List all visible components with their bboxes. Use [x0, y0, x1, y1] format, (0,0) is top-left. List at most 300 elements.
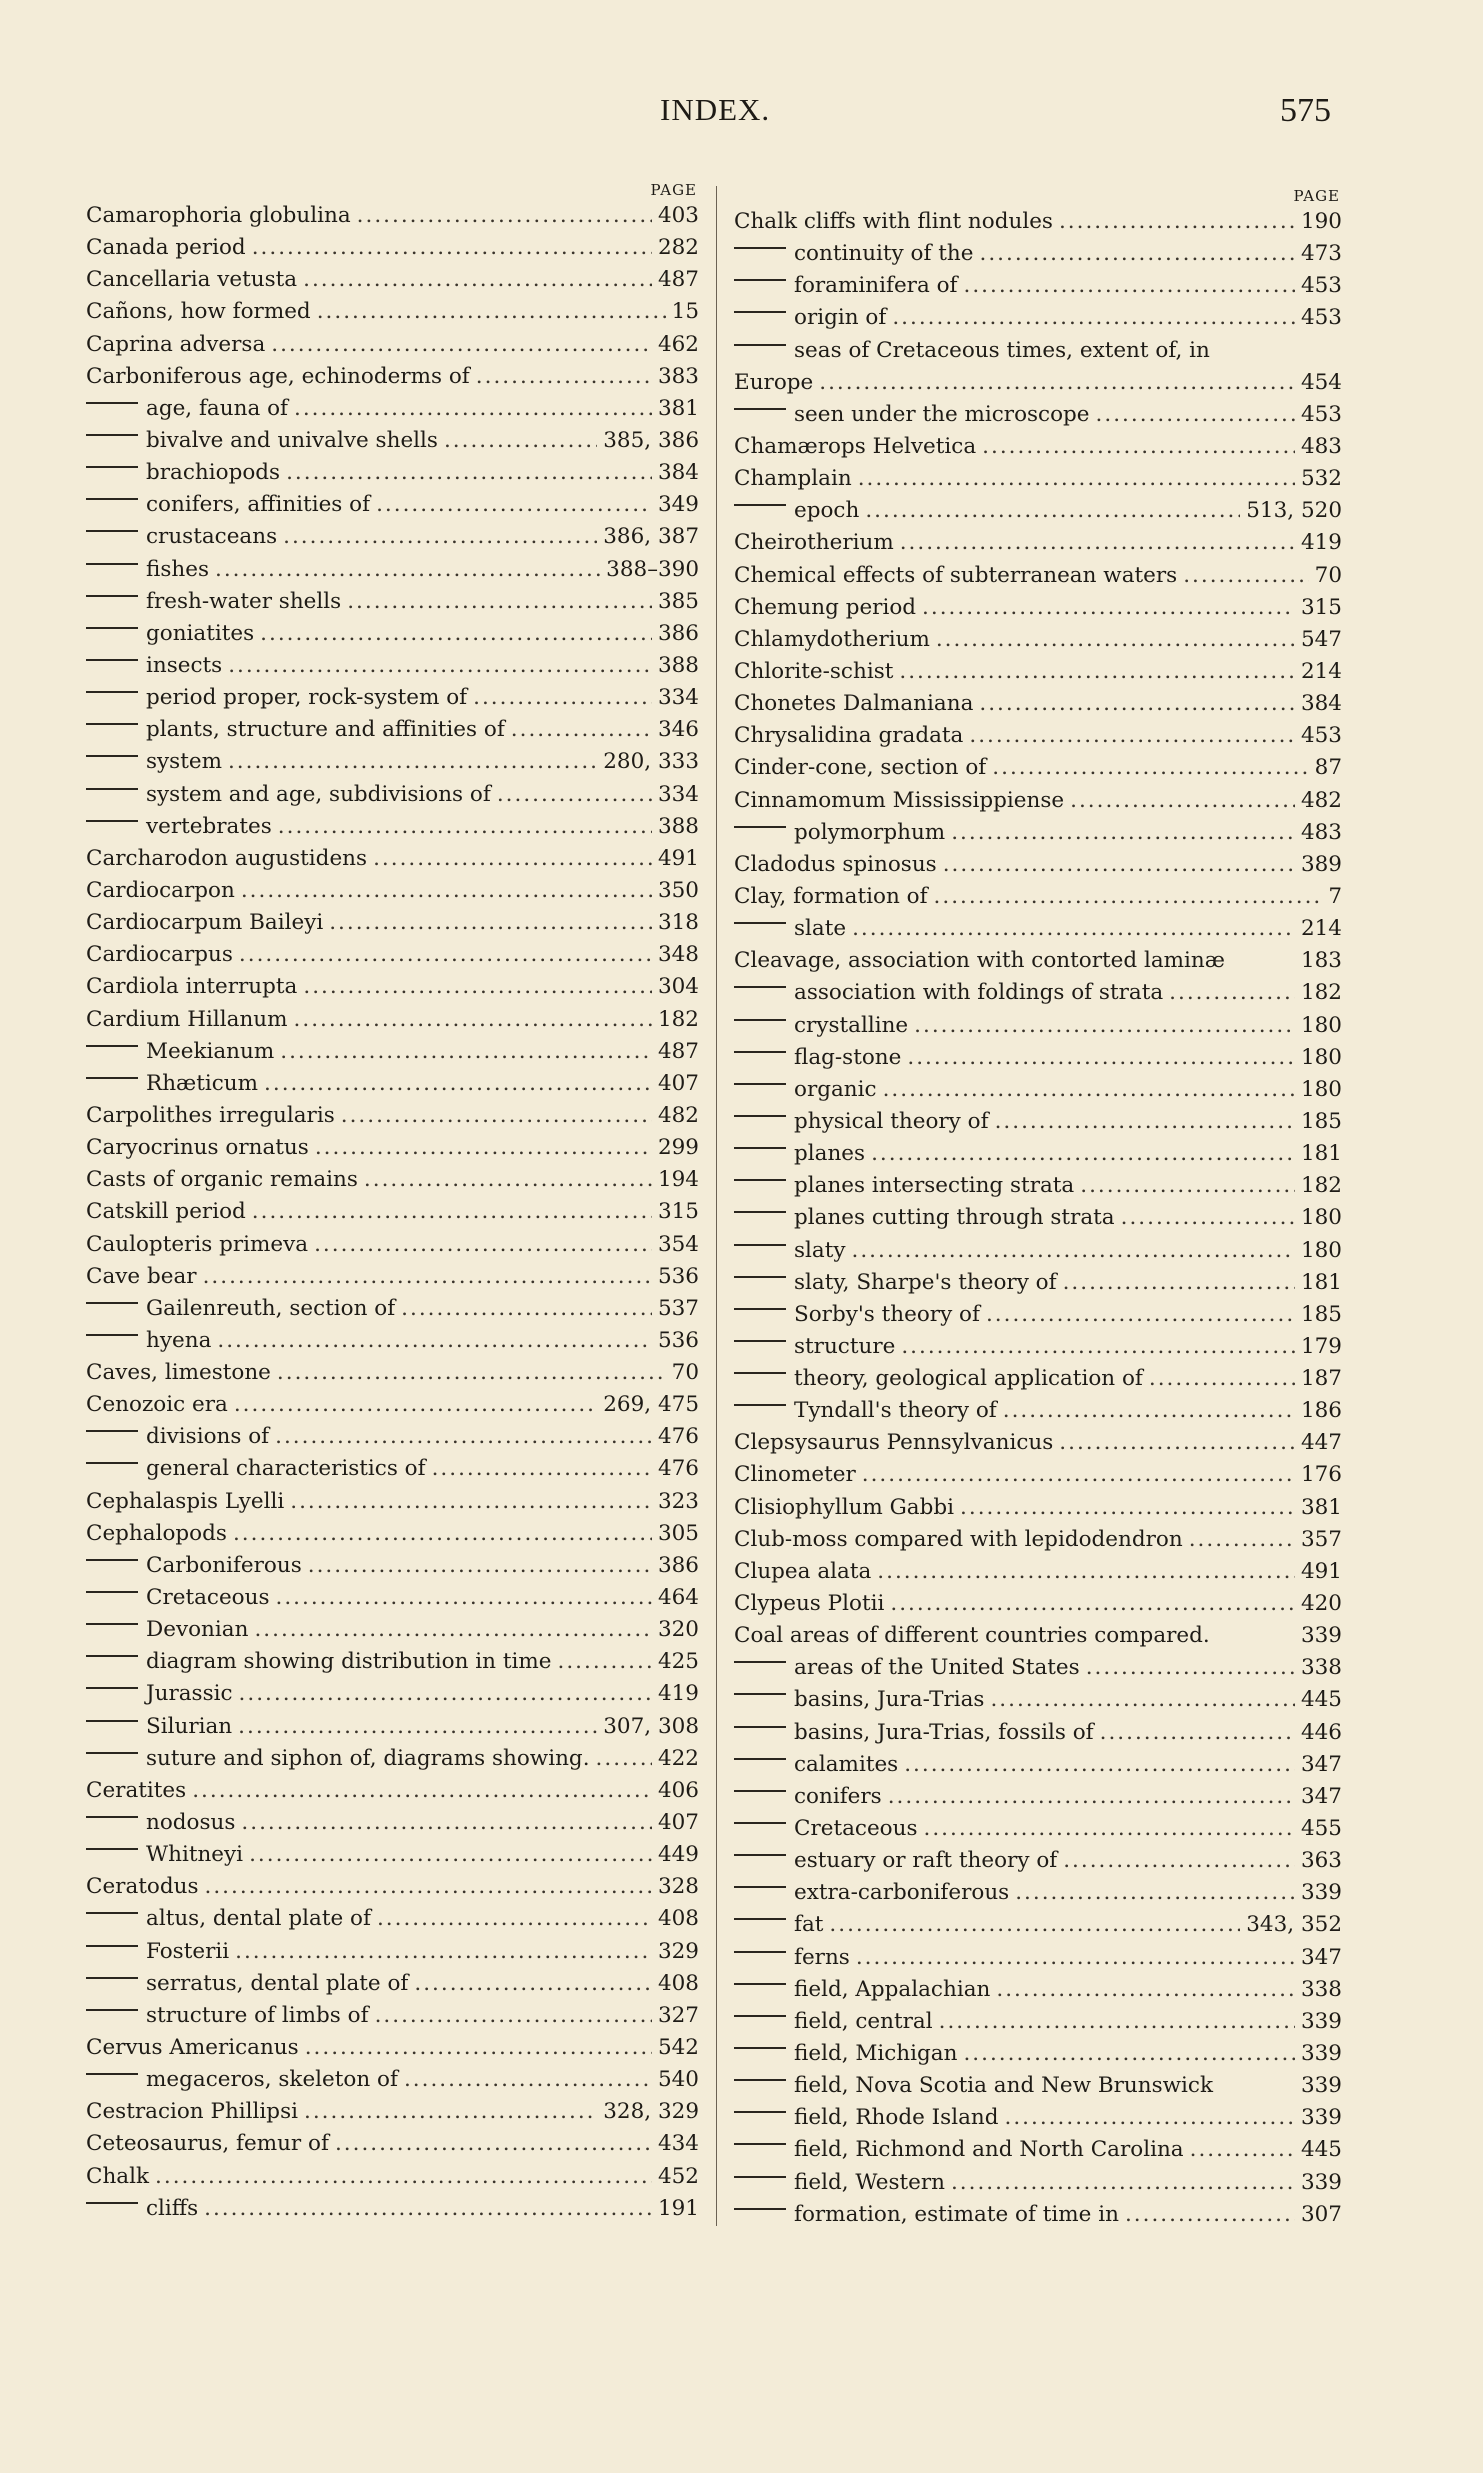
entry-page: 180 — [1300, 1076, 1342, 1102]
entry-text: Cretaceous — [146, 1585, 270, 1611]
leader-dots — [303, 264, 652, 296]
entry-page: 338 — [1300, 1976, 1342, 2002]
entry-page: 176 — [1300, 1462, 1342, 1488]
entry-text: Cervus Americanus — [86, 2035, 299, 2061]
entry-label — [86, 618, 254, 650]
entry-label — [86, 2161, 149, 2193]
entry-text: Caves, limestone — [86, 1360, 271, 1386]
entry-label — [86, 875, 235, 907]
entry-label — [86, 714, 505, 746]
entry-text: Ceteosaurus, femur of — [86, 2131, 329, 2157]
entry-page: 181 — [1300, 1141, 1342, 1167]
ditto-dash — [734, 1758, 786, 1760]
entry-page: 320 — [657, 1617, 699, 1643]
entry-label — [734, 624, 930, 656]
entry-label — [734, 1877, 1009, 1909]
ditto-dash — [734, 2176, 786, 2178]
entry-page: 269, 475 — [603, 1392, 699, 1418]
leader-dots — [205, 1871, 652, 1903]
entry-text: foraminifera of — [794, 273, 958, 299]
entry-page: 182 — [657, 1006, 699, 1032]
entry-label — [86, 779, 491, 811]
ditto-dash — [734, 922, 786, 924]
entry-text: Clypeus Plotii — [734, 1591, 885, 1617]
entry-label — [734, 2199, 1119, 2231]
index-subentry — [86, 2000, 699, 2032]
entry-label — [734, 1138, 865, 1170]
index-subentry — [734, 1942, 1342, 1974]
leader-dots — [252, 232, 652, 264]
entry-text: association with foldings of strata — [794, 980, 1164, 1006]
entry-label — [734, 1652, 1080, 1684]
ditto-dash — [734, 1726, 786, 1728]
entry-text: Fosterii — [146, 1938, 230, 1964]
ditto-dash — [86, 595, 138, 597]
ditto-dash — [86, 1687, 138, 1689]
entry-label — [86, 650, 222, 682]
entry-page: 354 — [657, 1231, 699, 1257]
entry-text: Casts of organic remains — [86, 1167, 358, 1193]
leader-dots — [329, 907, 652, 939]
entry-text: Rhæticum — [146, 1070, 259, 1096]
entry-label — [86, 457, 280, 489]
entry-label — [734, 1749, 898, 1781]
entry-text: Chlamydotherium — [734, 626, 930, 652]
entry-page: 15 — [671, 299, 699, 325]
leader-dots — [995, 1106, 1295, 1138]
entry-text: Caprina adversa — [86, 331, 266, 357]
index-subentry — [86, 1325, 699, 1357]
index-list-right — [734, 206, 1342, 2231]
entry-label — [86, 1807, 235, 1839]
entry-text: vertebrates — [146, 813, 272, 839]
entry-page: 388 — [657, 813, 699, 839]
ditto-dash — [86, 402, 138, 404]
entry-page: 194 — [657, 1167, 699, 1193]
entry-text: Chemung period — [734, 594, 917, 620]
ditto-dash — [734, 2079, 786, 2081]
entry-page: 403 — [657, 203, 699, 228]
ditto-dash — [86, 1848, 138, 1850]
entry-text: Chemical effects of subterranean waters — [734, 562, 1178, 588]
index-subentry — [734, 1170, 1342, 1202]
entry-text: Chlorite-schist — [734, 658, 894, 684]
leader-dots — [239, 939, 652, 971]
entry-label — [734, 527, 894, 559]
entry-label — [86, 2128, 329, 2160]
entry-page: 70 — [671, 1360, 699, 1386]
leader-dots — [215, 554, 600, 586]
leader-dots — [155, 2161, 652, 2193]
index-subentry — [734, 1781, 1342, 1813]
entry-page: 407 — [657, 1070, 699, 1096]
entry-label — [86, 393, 288, 425]
index-subentry — [734, 1010, 1342, 1042]
entry-label — [86, 1325, 211, 1357]
index-subentry — [734, 495, 1342, 527]
entry-page: 453 — [1300, 723, 1342, 749]
leader-dots — [901, 1331, 1295, 1363]
ditto-dash — [86, 627, 138, 629]
index-subentry — [734, 1877, 1342, 1909]
entry-page: 381 — [1300, 1494, 1342, 1520]
entry-page: 87 — [1314, 755, 1342, 781]
index-entry — [86, 2096, 699, 2128]
entry-page: 349 — [657, 492, 699, 518]
index-subentry — [734, 1974, 1342, 2006]
leader-dots — [1070, 785, 1295, 817]
entry-page: 483 — [1300, 433, 1342, 459]
leader-dots — [404, 2064, 652, 2096]
entry-page: 453 — [1300, 273, 1342, 299]
entry-label — [734, 1331, 895, 1363]
leader-dots — [1125, 2199, 1295, 2231]
entry-text: Cretaceous — [794, 1816, 918, 1842]
ditto-dash — [86, 1720, 138, 1722]
entry-page: 185 — [1300, 1301, 1342, 1327]
leader-dots — [877, 1556, 1295, 1588]
ditto-dash — [734, 1372, 786, 1374]
index-subentry — [734, 1909, 1342, 1941]
entry-text: conifers, affinities of — [146, 492, 371, 518]
entry-text: Cardiocarpon — [86, 877, 235, 903]
entry-page: 476 — [657, 1456, 699, 1482]
index-subentry — [86, 521, 699, 553]
ditto-dash — [86, 820, 138, 822]
entry-label — [86, 746, 222, 778]
leader-dots — [278, 811, 652, 843]
entry-page: 483 — [1300, 819, 1342, 845]
leader-dots — [979, 688, 1295, 720]
leader-dots — [1183, 560, 1308, 592]
index-subentry — [86, 1743, 699, 1775]
entry-label — [86, 425, 438, 457]
index-subentry — [734, 1717, 1342, 1749]
entry-label — [734, 1492, 954, 1524]
entry-page: 536 — [657, 1327, 699, 1353]
leader-dots — [314, 1229, 652, 1261]
entry-text: calamites — [794, 1751, 899, 1777]
entry-label — [734, 1942, 850, 1974]
index-subentry — [86, 1293, 699, 1325]
column-divider — [716, 186, 717, 2226]
entry-label — [86, 1132, 309, 1164]
entry-page: 180 — [1300, 1044, 1342, 1070]
leader-dots — [936, 624, 1295, 656]
entry-page: 447 — [1300, 1430, 1342, 1456]
ditto-dash — [734, 247, 786, 249]
index-subentry — [86, 1678, 699, 1710]
entry-page: 381 — [657, 395, 699, 421]
leader-dots — [260, 618, 652, 650]
entry-text: divisions of — [146, 1424, 270, 1450]
index-entry — [734, 720, 1342, 752]
index-subentry — [734, 1813, 1342, 1845]
entry-text: Carcharodon augustidens — [86, 845, 368, 871]
leader-dots — [907, 1042, 1295, 1074]
index-subentry — [86, 1968, 699, 2000]
entry-text: Clepsysaurus Pennsylvanicus — [734, 1430, 1054, 1456]
entry-label — [86, 1100, 335, 1132]
entry-page: 389 — [1300, 851, 1342, 877]
ditto-dash — [734, 2047, 786, 2049]
entry-text: system and age, subdivisions of — [146, 781, 491, 807]
entry-page: 476 — [657, 1424, 699, 1450]
leader-dots — [239, 1678, 652, 1710]
entry-text: Cheirotherium — [734, 530, 894, 556]
entry-text: Tyndall's theory of — [794, 1398, 997, 1424]
ditto-dash — [86, 1077, 138, 1079]
entry-page: 491 — [1300, 1558, 1342, 1584]
entry-page: 339 — [1300, 1623, 1342, 1649]
leader-dots — [444, 425, 597, 457]
ditto-dash — [86, 1655, 138, 1657]
ditto-dash — [86, 691, 138, 693]
entry-text: planes intersecting strata — [794, 1173, 1075, 1199]
entry-label — [86, 1775, 186, 1807]
ditto-dash — [734, 1854, 786, 1856]
entry-text: Cenozoic era — [86, 1392, 228, 1418]
leader-dots — [1149, 1363, 1295, 1395]
entry-label — [734, 1781, 882, 1813]
entry-label — [86, 1711, 232, 1743]
leader-dots — [883, 1074, 1295, 1106]
ditto-dash — [734, 311, 786, 313]
entry-text: insects — [146, 652, 223, 678]
leader-dots — [235, 1936, 652, 1968]
entry-label — [734, 1202, 1115, 1234]
ditto-dash — [86, 1334, 138, 1336]
entry-text: field, Michigan — [794, 2041, 958, 2067]
ditto-dash — [734, 1308, 786, 1310]
index-subentry — [86, 618, 699, 650]
entry-text: slate — [794, 916, 847, 942]
ditto-dash — [86, 1045, 138, 1047]
entry-text: system — [146, 749, 222, 775]
entry-page: 453 — [1300, 305, 1342, 331]
index-entry — [86, 971, 699, 1003]
leader-dots — [414, 1968, 652, 2000]
entry-label — [734, 270, 958, 302]
index-entry — [734, 945, 1342, 977]
entry-text: crustaceans — [146, 524, 278, 550]
index-subentry — [734, 1395, 1342, 1427]
entry-text: crystalline — [794, 1012, 909, 1038]
entry-text: Coal areas of different countries compared. — [734, 1623, 1210, 1649]
entry-page: 348 — [657, 942, 699, 968]
ditto-dash — [86, 2073, 138, 2075]
leader-dots — [1015, 1877, 1295, 1909]
entry-page: 329 — [657, 1938, 699, 1964]
entry-text: diagram showing distribution in time — [146, 1649, 552, 1675]
leader-dots — [964, 270, 1295, 302]
ditto-dash — [86, 1623, 138, 1625]
entry-page: 452 — [657, 2163, 699, 2189]
index-entry — [86, 1132, 699, 1164]
index-subentry — [734, 1267, 1342, 1299]
entry-label — [734, 463, 852, 495]
index-subentry — [734, 1652, 1342, 1684]
leader-dots — [890, 1588, 1295, 1620]
leader-dots — [969, 720, 1295, 752]
entry-page: 532 — [1300, 466, 1342, 492]
entry-page: 445 — [1300, 2137, 1342, 2163]
entry-label — [734, 592, 916, 624]
entry-label — [734, 399, 1090, 431]
index-subentry — [734, 1235, 1342, 1267]
ditto-dash — [86, 1945, 138, 1947]
entry-text: Caulopteris primeva — [86, 1231, 309, 1257]
entry-page: 339 — [1300, 1880, 1342, 1906]
index-subentry — [734, 2038, 1342, 2070]
index-subentry — [86, 1839, 699, 1871]
entry-page: 179 — [1300, 1333, 1342, 1359]
entry-text: Cardiocarpus — [86, 942, 233, 968]
entry-label — [86, 1389, 228, 1421]
entry-page: 383 — [657, 363, 699, 389]
index-subentry — [86, 682, 699, 714]
entry-page: 540 — [657, 2067, 699, 2093]
entry-label — [734, 431, 976, 463]
leader-dots — [286, 457, 652, 489]
ditto-dash — [86, 755, 138, 757]
entry-page: 491 — [657, 845, 699, 871]
entry-label — [86, 843, 367, 875]
index-entry — [86, 1389, 699, 1421]
ditto-dash — [86, 530, 138, 532]
entry-text: Chrysalidina gradata — [734, 723, 964, 749]
entry-text: Devonian — [146, 1617, 249, 1643]
entry-page: 445 — [1300, 1687, 1342, 1713]
leader-dots — [335, 2128, 652, 2160]
entry-text: Clay, formation of — [734, 883, 928, 909]
entry-page: 307, 308 — [603, 1713, 699, 1739]
leader-dots — [819, 367, 1295, 399]
entry-label — [86, 521, 277, 553]
index-entry — [86, 1518, 699, 1550]
ditto-dash — [734, 344, 786, 346]
leader-dots — [1063, 1267, 1295, 1299]
leader-dots — [204, 2193, 652, 2225]
ditto-dash — [734, 279, 786, 281]
entry-page: 180 — [1300, 1012, 1342, 1038]
entry-text: altus, dental plate of — [146, 1906, 371, 1932]
entry-text: Cinnamomum Mississippiense — [734, 787, 1065, 813]
entry-label — [86, 939, 233, 971]
entry-label — [86, 1518, 227, 1550]
entry-label — [86, 200, 351, 232]
index-subentry — [734, 1749, 1342, 1781]
entry-text: seas of Cretaceous times, extent of, in — [794, 337, 1210, 363]
leader-dots — [1189, 1524, 1295, 1556]
index-entry — [86, 1775, 699, 1807]
leader-dots — [934, 881, 1323, 913]
leader-dots — [347, 586, 652, 618]
leader-dots — [1086, 1652, 1295, 1684]
index-subentry — [734, 913, 1342, 945]
entry-label — [734, 495, 859, 527]
leader-dots — [904, 1749, 1295, 1781]
ditto-dash — [734, 1822, 786, 1824]
leader-dots — [1003, 1395, 1295, 1427]
entry-text: hyena — [146, 1327, 212, 1353]
entry-label — [734, 1684, 984, 1716]
ditto-dash — [734, 1790, 786, 1792]
entry-text: Clinometer — [734, 1462, 856, 1488]
entry-text: field, Rhode Island — [794, 2105, 999, 2131]
index-entry — [734, 1588, 1342, 1620]
leader-dots — [192, 1775, 652, 1807]
entry-page: 385, 386 — [603, 427, 699, 453]
ditto-dash — [86, 1430, 138, 1432]
leader-dots — [900, 527, 1295, 559]
entry-text: period proper, rock-system of — [146, 685, 468, 711]
entry-text: Club-moss compared with lepidodendron — [734, 1526, 1183, 1552]
entry-page: 487 — [657, 267, 699, 293]
leader-dots — [596, 1743, 652, 1775]
entry-text: field, Richmond and North Carolina — [794, 2137, 1184, 2163]
ditto-dash — [734, 1276, 786, 1278]
index-subentry — [86, 586, 699, 618]
index-entry — [86, 1196, 699, 1228]
entry-text: Cardium Hillanum — [86, 1006, 288, 1032]
leader-dots — [829, 1909, 1240, 1941]
index-subentry — [734, 1106, 1342, 1138]
entry-text: brachiopods — [146, 460, 281, 486]
entry-label — [734, 817, 945, 849]
entry-text: estuary or raft theory of — [794, 1848, 1058, 1874]
entry-page: 338 — [1300, 1655, 1342, 1681]
entry-text: Champlain — [734, 466, 852, 492]
entry-page: 384 — [1300, 691, 1342, 717]
entry-page: 464 — [657, 1585, 699, 1611]
entry-text: Chalk cliffs with flint nodules — [734, 209, 1053, 234]
leader-dots — [305, 2032, 652, 2064]
leader-dots — [217, 1325, 652, 1357]
leader-dots — [914, 1010, 1295, 1042]
index-entry — [734, 1459, 1342, 1491]
index-subentry — [86, 1036, 699, 1068]
leader-dots — [290, 1486, 652, 1518]
leader-dots — [980, 238, 1295, 270]
entry-page: 182 — [1300, 980, 1342, 1006]
index-entry — [86, 907, 699, 939]
index-entry — [734, 752, 1342, 784]
entry-text: planes — [794, 1141, 866, 1167]
entry-page: 385 — [657, 588, 699, 614]
index-subentry — [86, 1646, 699, 1678]
entry-text: basins, Jura-Trias, fossils of — [794, 1719, 1094, 1745]
entry-page: 487 — [657, 1038, 699, 1064]
entry-label — [86, 2032, 299, 2064]
entry-label — [734, 1459, 856, 1491]
leader-dots — [982, 431, 1295, 463]
leader-dots — [277, 1357, 666, 1389]
entry-label — [734, 881, 928, 913]
leader-dots — [375, 2000, 652, 2032]
entry-label — [86, 1871, 199, 1903]
entry-text: Canada period — [86, 235, 246, 261]
ditto-dash — [734, 826, 786, 828]
entry-label — [86, 586, 341, 618]
index-entry — [734, 560, 1342, 592]
entry-text: Europe — [734, 369, 814, 395]
entry-page: 542 — [657, 2035, 699, 2061]
index-subentry — [734, 2199, 1342, 2231]
leader-dots — [951, 2167, 1295, 2199]
entry-label — [734, 2006, 933, 2038]
entry-text: age, fauna of — [146, 395, 288, 421]
